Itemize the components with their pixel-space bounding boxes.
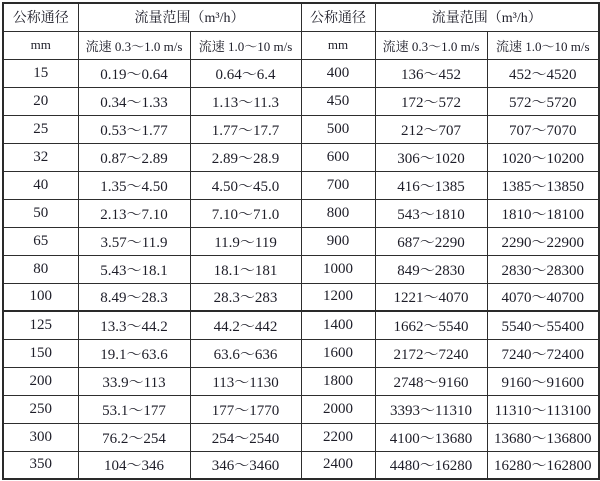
dn-cell: 700 (301, 171, 375, 199)
table-row (3, 395, 599, 423)
flow-low-cell: 13.3～44.2 (78, 311, 190, 339)
unit-header-left: mm (3, 31, 78, 59)
dn-cell: 80 (3, 255, 78, 283)
dn-cell: 500 (301, 115, 375, 143)
table-row (3, 367, 599, 395)
unit-header-right: mm (301, 31, 375, 59)
dn-cell: 350 (3, 451, 78, 479)
diameter-header-right: 公称通径 (301, 3, 375, 31)
table-header (3, 3, 599, 59)
table-row (3, 255, 599, 283)
flow-low-cell: 104～346 (78, 451, 190, 479)
flow-low-cell: 2.13～7.10 (78, 199, 190, 227)
flow-high-cell: 11.9～119 (190, 227, 301, 255)
dn-cell: 125 (3, 311, 78, 339)
flow-low-cell: 8.49～28.3 (78, 283, 190, 311)
table-row (3, 339, 599, 367)
dn-cell: 2400 (301, 451, 375, 479)
flow-low-cell: 5.43～18.1 (78, 255, 190, 283)
dn-cell: 25 (3, 115, 78, 143)
dn-cell: 50 (3, 199, 78, 227)
dn-cell: 100 (3, 283, 78, 311)
flow-low-cell: 849～2830 (375, 255, 487, 283)
table-body (3, 59, 599, 479)
flow-high-cell: 452～4520 (487, 59, 599, 87)
dn-cell: 15 (3, 59, 78, 87)
dn-cell: 250 (3, 395, 78, 423)
flow-high-cell: 18.1～181 (190, 255, 301, 283)
table-row (3, 311, 599, 339)
flow-low-cell: 136～452 (375, 59, 487, 87)
velocity-high-header-left: 流速 1.0～10 m/s (190, 31, 301, 59)
flow-high-cell: 254～2540 (190, 423, 301, 451)
dn-cell: 400 (301, 59, 375, 87)
flow-low-cell: 2748～9160 (375, 367, 487, 395)
dn-cell: 2000 (301, 395, 375, 423)
flow-low-cell: 76.2～254 (78, 423, 190, 451)
flow-low-cell: 0.53～1.77 (78, 115, 190, 143)
flow-low-cell: 172～572 (375, 87, 487, 115)
flow-high-cell: 4070～40700 (487, 283, 599, 311)
flow-high-cell: 2290～22900 (487, 227, 599, 255)
flow-high-cell: 16280～162800 (487, 451, 599, 479)
dn-cell: 800 (301, 199, 375, 227)
flow-high-cell: 1020～10200 (487, 143, 599, 171)
dn-cell: 1600 (301, 339, 375, 367)
flow-low-cell: 0.87～2.89 (78, 143, 190, 171)
flow-low-cell: 212～707 (375, 115, 487, 143)
table-row (3, 143, 599, 171)
flow-high-cell: 28.3～283 (190, 283, 301, 311)
flow-high-cell: 7240～72400 (487, 339, 599, 367)
dn-cell: 150 (3, 339, 78, 367)
flow-low-cell: 4480～16280 (375, 451, 487, 479)
flow-low-cell: 416～1385 (375, 171, 487, 199)
flow-high-cell: 1.77～17.7 (190, 115, 301, 143)
dn-cell: 65 (3, 227, 78, 255)
table-row (3, 171, 599, 199)
flow-low-cell: 33.9～113 (78, 367, 190, 395)
diameter-header-left: 公称通径 (3, 3, 78, 31)
flow-low-cell: 19.1～63.6 (78, 339, 190, 367)
flow-range-header-right: 流量范围（m³/h） (375, 3, 599, 31)
flow-low-cell: 1.35～4.50 (78, 171, 190, 199)
flow-high-cell: 63.6～636 (190, 339, 301, 367)
header-row-group (3, 3, 599, 31)
table-row (3, 87, 599, 115)
velocity-low-header-right: 流速 0.3～1.0 m/s (375, 31, 487, 59)
table-row (3, 451, 599, 479)
flow-high-cell: 1.13～11.3 (190, 87, 301, 115)
header-row-sub (3, 31, 599, 59)
dn-cell: 1800 (301, 367, 375, 395)
dn-cell: 300 (3, 423, 78, 451)
flow-high-cell: 13680～136800 (487, 423, 599, 451)
table-row (3, 227, 599, 255)
dn-cell: 2200 (301, 423, 375, 451)
flow-low-cell: 53.1～177 (78, 395, 190, 423)
dn-cell: 1000 (301, 255, 375, 283)
flow-range-table (2, 2, 600, 480)
flow-high-cell: 113～1130 (190, 367, 301, 395)
dn-cell: 20 (3, 87, 78, 115)
dn-cell: 900 (301, 227, 375, 255)
flow-range-header-left: 流量范围（m³/h） (78, 3, 301, 31)
velocity-low-header-left: 流速 0.3～1.0 m/s (78, 31, 190, 59)
flow-high-cell: 7.10～71.0 (190, 199, 301, 227)
flow-high-cell: 707～7070 (487, 115, 599, 143)
flow-high-cell: 572～5720 (487, 87, 599, 115)
table-row (3, 199, 599, 227)
flow-low-cell: 543～1810 (375, 199, 487, 227)
flow-low-cell: 306～1020 (375, 143, 487, 171)
dn-cell: 1200 (301, 283, 375, 311)
flow-high-cell: 2830～28300 (487, 255, 599, 283)
table-row (3, 423, 599, 451)
flow-high-cell: 44.2～442 (190, 311, 301, 339)
flow-low-cell: 2172～7240 (375, 339, 487, 367)
flow-low-cell: 3.57～11.9 (78, 227, 190, 255)
flow-low-cell: 0.34～1.33 (78, 87, 190, 115)
dn-cell: 450 (301, 87, 375, 115)
flow-low-cell: 0.19～0.64 (78, 59, 190, 87)
table-row (3, 115, 599, 143)
table-row (3, 283, 599, 311)
flow-low-cell: 4100～13680 (375, 423, 487, 451)
dn-cell: 1400 (301, 311, 375, 339)
dn-cell: 32 (3, 143, 78, 171)
flow-high-cell: 11310～113100 (487, 395, 599, 423)
table-row (3, 59, 599, 87)
flow-high-cell: 177～1770 (190, 395, 301, 423)
flow-low-cell: 687～2290 (375, 227, 487, 255)
flow-high-cell: 2.89～28.9 (190, 143, 301, 171)
flow-low-cell: 3393～11310 (375, 395, 487, 423)
flow-high-cell: 1810～18100 (487, 199, 599, 227)
dn-cell: 600 (301, 143, 375, 171)
flow-high-cell: 9160～91600 (487, 367, 599, 395)
flow-high-cell: 0.64～6.4 (190, 59, 301, 87)
flow-low-cell: 1662～5540 (375, 311, 487, 339)
flow-high-cell: 4.50～45.0 (190, 171, 301, 199)
flow-high-cell: 5540～55400 (487, 311, 599, 339)
dn-cell: 200 (3, 367, 78, 395)
flow-high-cell: 1385～13850 (487, 171, 599, 199)
flow-low-cell: 1221～4070 (375, 283, 487, 311)
velocity-high-header-right: 流速 1.0～10 m/s (487, 31, 599, 59)
dn-cell: 40 (3, 171, 78, 199)
flow-high-cell: 346～3460 (190, 451, 301, 479)
